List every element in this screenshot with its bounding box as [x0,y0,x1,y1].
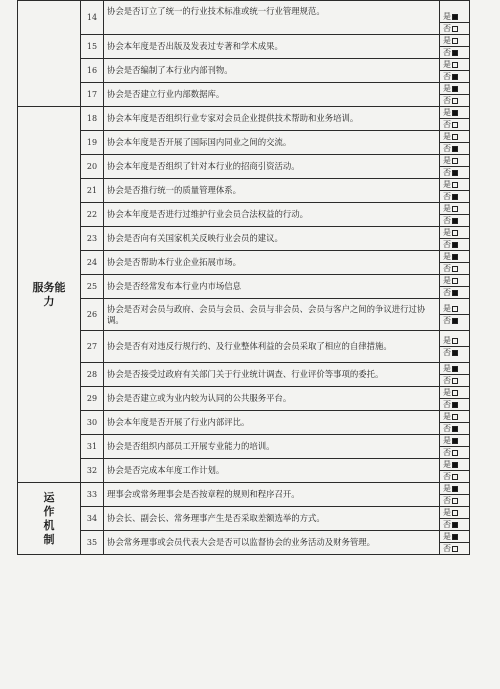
item-description: 协会本年度是否组织行业专家对会员企业提供技术帮助和业务培训。 [104,107,440,131]
answer-cell [440,363,470,387]
no-option[interactable] [440,238,469,250]
item-number: 33 [81,483,104,507]
table-row [18,411,470,435]
no-label: 否 [443,400,451,409]
answer-cell [440,411,470,435]
item-number: 14 [81,1,104,35]
item-description: 协会是否建立行业内部数据库。 [104,83,440,107]
empty-box-icon[interactable] [452,306,458,312]
checked-box-icon[interactable] [452,74,458,80]
checked-box-icon[interactable] [452,486,458,492]
table-row [18,155,470,179]
item-description: 协会是否经常发布本行业内市场信息 [104,275,440,299]
table-row [18,275,470,299]
empty-box-icon[interactable] [452,414,458,420]
no-label: 否 [443,48,451,57]
yes-option[interactable] [440,483,469,494]
yes-option[interactable] [440,411,469,422]
item-number: 18 [81,107,104,131]
yes-label: 是 [443,412,451,421]
category-label-line: 制 [43,532,55,546]
no-option[interactable] [440,314,469,326]
yes-label: 是 [443,132,451,141]
answer-cell [440,435,470,459]
item-description: 协会是否有对违反行规行约、及行业整体利益的会员采取了相应的自律措施。 [104,331,440,363]
yes-option[interactable] [440,251,469,262]
no-label: 否 [443,240,451,249]
yes-label: 是 [443,84,451,93]
item-description: 协会是否订立了统一的行业技术标准或统一行业管理规范。 [104,1,440,35]
item-description: 协会本年度是否开展了国际国内同业之间的交流。 [104,131,440,155]
table-row [18,227,470,251]
category-label-line: 机 [43,518,55,532]
answer-cell [440,59,470,83]
table-row [18,363,470,387]
empty-box-icon[interactable] [452,230,458,236]
empty-box-icon[interactable] [452,510,458,516]
yes-label: 是 [443,304,451,313]
yes-option[interactable] [440,11,469,22]
item-description: 协会长、副会长、常务理事产生是否采取差额选举的方式。 [104,507,440,531]
checked-box-icon[interactable] [452,146,458,152]
answer-cell [440,35,470,59]
empty-box-icon[interactable] [452,278,458,284]
yes-label: 是 [443,228,451,237]
answer-cell [440,131,470,155]
item-description: 协会本年度是否进行过维护行业会员合法权益的行动。 [104,203,440,227]
yes-label: 是 [443,180,451,189]
yes-label: 是 [443,508,451,517]
answer-cell [440,531,470,555]
table-row [18,35,470,59]
no-option[interactable] [440,542,469,554]
empty-box-icon[interactable] [452,266,458,272]
evaluation-table [17,0,470,555]
item-number: 16 [81,59,104,83]
answer-cell [440,155,470,179]
yes-option[interactable] [440,459,469,470]
no-option[interactable] [440,46,469,58]
no-option[interactable] [440,166,469,178]
item-description: 协会本年度是否组织了针对本行业的招商引资活动。 [104,155,440,179]
empty-box-icon[interactable] [452,338,458,344]
item-description: 协会是否建立或为业内较为认同的公共服务平台。 [104,387,440,411]
no-label: 否 [443,96,451,105]
yes-option[interactable] [440,531,469,542]
no-label: 否 [443,24,451,33]
empty-box-icon[interactable] [452,390,458,396]
no-option[interactable] [440,446,469,458]
yes-label: 是 [443,12,451,21]
table-row [18,507,470,531]
answer-cell [440,483,470,507]
no-label: 否 [443,72,451,81]
yes-option[interactable] [440,83,469,94]
table-row [18,1,470,35]
item-description: 协会是否向有关国家机关反映行业会员的建议。 [104,227,440,251]
no-label: 否 [443,264,451,273]
answer-cell [440,507,470,531]
empty-box-icon[interactable] [452,182,458,188]
no-option[interactable] [440,398,469,410]
checked-box-icon[interactable] [452,426,458,432]
empty-box-icon[interactable] [452,474,458,480]
no-option[interactable] [440,518,469,530]
item-description: 协会本年度是否出版及发表过专著和学术成果。 [104,35,440,59]
empty-box-icon[interactable] [452,38,458,44]
checked-box-icon[interactable] [452,254,458,260]
answer-cell [440,275,470,299]
answer-cell [440,227,470,251]
no-label: 否 [443,192,451,201]
empty-box-icon[interactable] [452,62,458,68]
no-label: 否 [443,424,451,433]
checked-box-icon[interactable] [452,534,458,540]
item-number: 32 [81,459,104,483]
empty-box-icon[interactable] [452,98,458,104]
yes-label: 是 [443,108,451,117]
no-option[interactable] [440,190,469,202]
item-number: 35 [81,531,104,555]
checked-box-icon[interactable] [452,50,458,56]
answer-cell [440,251,470,275]
checked-box-icon[interactable] [452,402,458,408]
yes-label: 是 [443,252,451,261]
answer-cell [440,83,470,107]
item-number: 21 [81,179,104,203]
answer-cell [440,107,470,131]
item-description: 协会是否组织内部员工开展专业能力的培训。 [104,435,440,459]
yes-label: 是 [443,36,451,45]
table-row [18,107,470,131]
no-option[interactable] [440,142,469,154]
checked-box-icon[interactable] [452,366,458,372]
checked-box-icon[interactable] [452,14,458,20]
no-label: 否 [443,144,451,153]
no-label: 否 [443,448,451,457]
no-option[interactable] [440,494,469,506]
item-number: 23 [81,227,104,251]
no-option[interactable] [440,94,469,106]
empty-box-icon[interactable] [452,450,458,456]
empty-box-icon[interactable] [452,206,458,212]
yes-option[interactable] [440,303,469,314]
item-description: 理事会或常务理事会是否按章程的规则和程序召开。 [104,483,440,507]
yes-option[interactable] [440,275,469,286]
answer-cell [440,1,470,35]
item-description: 协会本年度是否开展了行业内部评比。 [104,411,440,435]
checked-box-icon[interactable] [452,462,458,468]
item-number: 28 [81,363,104,387]
table-row [18,203,470,227]
no-option[interactable] [440,118,469,130]
category-label [18,491,80,547]
checked-box-icon[interactable] [452,350,458,356]
no-label: 否 [443,168,451,177]
no-label: 否 [443,316,451,325]
item-number: 19 [81,131,104,155]
checked-box-icon[interactable] [452,522,458,528]
table-row [18,251,470,275]
table-row [18,459,470,483]
item-number: 15 [81,35,104,59]
no-label: 否 [443,120,451,129]
checked-box-icon[interactable] [452,318,458,324]
table-row [18,299,470,331]
item-description: 协会是否对会员与政府、会员与会员、会员与非会员、会员与客户之间的争议进行过协调。 [104,299,440,331]
table-row [18,435,470,459]
item-description: 协会是否推行统一的质量管理体系。 [104,179,440,203]
no-label: 否 [443,544,451,553]
table-row [18,531,470,555]
item-description: 协会是否完成本年度工作计划。 [104,459,440,483]
no-option[interactable] [440,470,469,482]
yes-option[interactable] [440,507,469,518]
item-number: 30 [81,411,104,435]
yes-option[interactable] [440,335,469,346]
item-description: 协会是否帮助本行业企业拓展市场。 [104,251,440,275]
item-description: 协会是否编制了本行业内部刊物。 [104,59,440,83]
yes-option[interactable] [440,179,469,190]
no-label: 否 [443,520,451,529]
item-number: 22 [81,203,104,227]
answer-cell [440,331,470,363]
table-row [18,483,470,507]
item-number: 26 [81,299,104,331]
checked-box-icon[interactable] [452,218,458,224]
checked-box-icon[interactable] [452,86,458,92]
yes-option[interactable] [440,107,469,118]
answer-cell [440,179,470,203]
no-label: 否 [443,472,451,481]
no-option[interactable] [440,346,469,358]
table-row [18,131,470,155]
category-cell [18,1,81,107]
item-description: 协会是否接受过政府有关部门关于行业统计调查、行业评价等事项的委托。 [104,363,440,387]
no-label: 否 [443,288,451,297]
checked-box-icon[interactable] [452,438,458,444]
item-number: 20 [81,155,104,179]
yes-label: 是 [443,364,451,373]
table-row [18,179,470,203]
table-row [18,59,470,83]
empty-box-icon[interactable] [452,546,458,552]
checked-box-icon[interactable] [452,170,458,176]
evaluation-form-page [17,0,469,689]
checked-box-icon[interactable] [452,110,458,116]
empty-box-icon[interactable] [452,26,458,32]
yes-option[interactable] [440,203,469,214]
item-number: 31 [81,435,104,459]
table-row [18,83,470,107]
category-label-line: 力 [43,294,55,308]
item-number: 27 [81,331,104,363]
no-label: 否 [443,496,451,505]
empty-box-icon[interactable] [452,134,458,140]
yes-label: 是 [443,484,451,493]
no-label: 否 [443,348,451,357]
item-description: 协会常务理事或会员代表大会是否可以监督协会的业务活动及财务管理。 [104,531,440,555]
category-cell [18,483,81,555]
no-option[interactable] [440,214,469,226]
yes-label: 是 [443,60,451,69]
no-label: 否 [443,376,451,385]
yes-option[interactable] [440,131,469,142]
checked-box-icon[interactable] [452,194,458,200]
table-row [18,331,470,363]
yes-option[interactable] [440,227,469,238]
checked-box-icon[interactable] [452,242,458,248]
yes-option[interactable] [440,363,469,374]
yes-option[interactable] [440,155,469,166]
item-number: 29 [81,387,104,411]
answer-cell [440,203,470,227]
no-option[interactable] [440,262,469,274]
category-label-line: 作 [43,504,55,518]
yes-label: 是 [443,436,451,445]
no-label: 否 [443,216,451,225]
no-option[interactable] [440,22,469,34]
item-number: 25 [81,275,104,299]
yes-label: 是 [443,388,451,397]
answer-cell [440,299,470,331]
answer-cell [440,387,470,411]
yes-label: 是 [443,204,451,213]
item-number: 24 [81,251,104,275]
no-option[interactable] [440,422,469,434]
answer-cell [440,459,470,483]
empty-box-icon[interactable] [452,122,458,128]
item-number: 34 [81,507,104,531]
category-label [18,281,80,309]
yes-option[interactable] [440,59,469,70]
yes-label: 是 [443,460,451,469]
yes-label: 是 [443,156,451,165]
yes-option[interactable] [440,35,469,46]
yes-option[interactable] [440,435,469,446]
table-row [18,387,470,411]
yes-label: 是 [443,532,451,541]
yes-label: 是 [443,276,451,285]
category-label-line: 服务能 [32,280,66,294]
yes-label: 是 [443,336,451,345]
category-label-line: 运 [43,490,55,504]
no-option[interactable] [440,70,469,82]
empty-box-icon[interactable] [452,498,458,504]
yes-option[interactable] [440,387,469,398]
empty-box-icon[interactable] [452,158,458,164]
category-cell [18,107,81,483]
no-option[interactable] [440,374,469,386]
item-number: 17 [81,83,104,107]
empty-box-icon[interactable] [452,378,458,384]
no-option[interactable] [440,286,469,298]
checked-box-icon[interactable] [452,290,458,296]
